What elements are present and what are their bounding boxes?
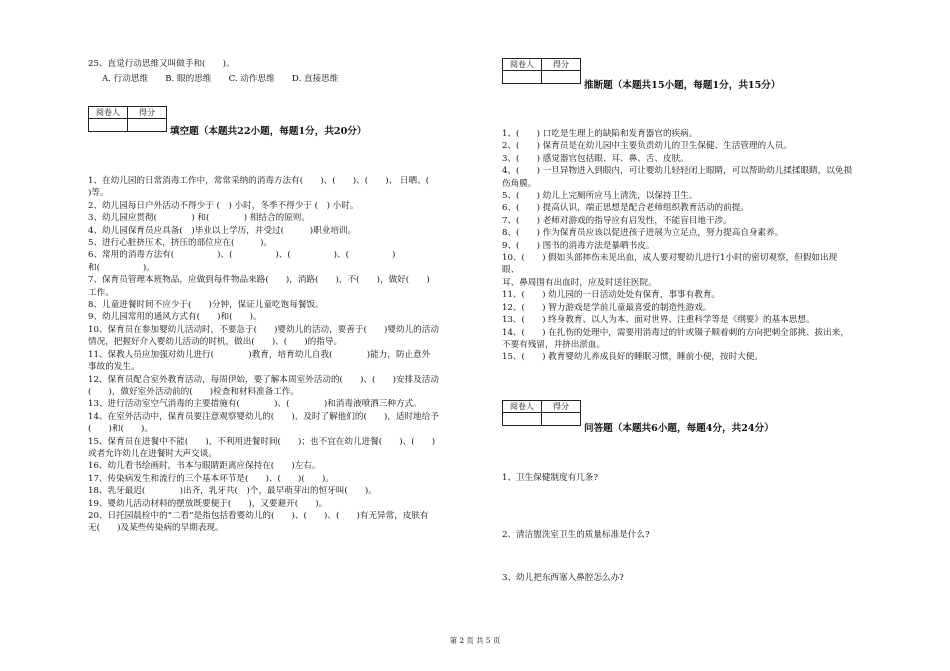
grader-label: 阅卷人 — [89, 107, 128, 119]
line: 14、在室外活动中，保育员要注意观察婴幼儿的( )，及时了解他们的( )，适时地给予 — [88, 411, 439, 422]
fill-in-section-title: 填空题（本题共22小题，每题1分，共20分） — [170, 126, 367, 137]
line: 11、保教人员应加强对幼儿进行( )教育，培育幼儿自我( )能力，防止意外 — [88, 349, 431, 360]
line: 20、日托园晨检中的“二看”是指包括看婴幼儿的( )、( )、( )有无异常，皮肤有 — [88, 510, 429, 521]
line: 17、传染病发生和流行的三个基本环节是( )、( )( )。 — [88, 473, 334, 484]
grader-label: 阅卷人 — [503, 401, 542, 413]
line: 6、( ) 提高认识，端正思想是配合老师组织教育活动的前提。 — [502, 203, 749, 214]
line: 2、( ) 保育员是在幼儿园中主要负责幼儿的卫生保健、生活管理的人员。 — [502, 141, 792, 152]
score-box — [88, 106, 167, 132]
score-cell — [542, 71, 581, 84]
line: 19、婴幼儿活动材料的摆放既要便于( )，又要避开( )。 — [88, 498, 328, 509]
line: 2、幼儿园每日户外活动不得少于 ( ) 小时，冬季不得少于 ( ) 小时。 — [88, 200, 359, 211]
line: 1、( ) 口吃是生理上的缺陷和发育器官的疾病。 — [502, 129, 698, 139]
line: 事故的发生。 — [88, 362, 140, 373]
qa-question-3: 3、幼儿把东西塞入鼻腔怎么办? — [502, 573, 624, 583]
line: 18、乳牙最迟( )出齐，乳牙共( )个，最早萌芽出的恒牙叫( )。 — [88, 486, 377, 497]
true-false-section-title: 推断题（本题共15小题，每题1分，共15分） — [584, 80, 781, 91]
score-label: 得分 — [128, 107, 167, 119]
qa-question-1: 1、卫生保健制度有几条? — [502, 473, 599, 483]
line: 情况，把握好介入婴幼儿活动的时机，做出( )、( )的指导。 — [88, 337, 343, 348]
line: 无( )及某些传染病的早期表现。 — [88, 523, 224, 534]
line: 6、常用的消毒方法有( )、( )、( )、( ) — [88, 250, 396, 261]
line: 4、( ) 一旦异物进入到眼内，可让婴幼儿轻轻闭上眼睛，可以帮助幼儿揉揉眼睛，以免损 — [502, 166, 853, 177]
score-label: 得分 — [542, 401, 581, 413]
line: 15、( ) 教育婴幼儿养成良好的睡眠习惯，睡前小便，按时大便。 — [502, 352, 763, 363]
line: 伤角膜。 — [502, 178, 537, 189]
qa-section-title: 问答题（本题共6小题，每题4分，共24分） — [584, 423, 774, 434]
line: 3、( ) 感觉器官包括眼、耳、鼻、舌、皮肤。 — [502, 153, 689, 164]
line: 不要有残留，并挤出淤血。 — [502, 339, 606, 350]
line: 13、进行活动室空气消毒的主要措施有( )、( )和消毒液喷洒三种方式。 — [88, 399, 422, 410]
line: 工作。 — [88, 287, 114, 298]
qa-question-2: 2、清洁盥洗室卫生的质量标准是什么? — [502, 530, 650, 540]
score-cell — [128, 119, 167, 132]
line: 7、保育员管理本班物品，应做到每件物品来路( )，消路( )，不( )，做好( ) — [88, 275, 430, 286]
line: 5、( ) 幼儿上完厕所应马上清洗，以保持卫生。 — [502, 191, 698, 202]
line: 或者允许幼儿在进餐时大声交谈。 — [88, 448, 217, 459]
line: 5、进行心脏挤压术，挤压的部位应在( )。 — [88, 238, 273, 249]
line: 16、幼儿看书绘画时，书本与眼睛距离应保持在( )左右。 — [88, 461, 321, 472]
line: 10、( ) 假如头部摔伤未见出血，成人要对婴幼儿进行1小时的密切观察，但假如出现眼、 — [502, 253, 838, 276]
grader-cell — [503, 71, 542, 84]
line: 9、( ) 图书的消毒方法是暴晒书皮。 — [502, 240, 655, 251]
grader-cell — [89, 119, 128, 132]
line: 耳、鼻周围有出血时，应及时送往医院。 — [502, 277, 657, 288]
line: 4、幼儿园保育员应具备( )毕业以上学历，并受过( )职业培训。 — [88, 225, 357, 236]
line: 8、儿童进餐时间不应少于( )分钟，保证儿童吃饱每餐饭。 — [88, 300, 324, 311]
question-25-options: A. 行动思维 B. 眼的思维 C. 动作思维 D. 直接思维 — [102, 74, 339, 84]
line: 7、( ) 老师对游戏的指导应有启发性，不能盲目地干涉。 — [502, 215, 732, 226]
line: 12、( ) 智力游戏是学前儿童最喜爱的制造性游戏。 — [502, 302, 712, 313]
line: )等。 — [88, 188, 109, 199]
grader-cell — [503, 413, 542, 426]
line: 3、幼儿园应贯彻( ) 和( ) 相结合的原则。 — [88, 213, 310, 224]
line: 11、( ) 幼儿园的一日活动处处有保育，事事有教育。 — [502, 290, 721, 301]
line: ( )，做好室外活动前的( )检查和材料准备工作。 — [88, 386, 300, 397]
line: 1、在幼儿园的日常消毒工作中，常常采纳的消毒方法有( )、( )、( )、 日晒、( — [88, 176, 430, 186]
fill-in-questions — [88, 175, 488, 535]
line: 和( )。 — [88, 262, 155, 273]
score-box — [502, 58, 581, 84]
line: 9、幼儿园常用的通风方式有( )和( )。 — [88, 312, 262, 323]
page-number: 第 2 页 共 5 页 — [449, 636, 501, 645]
line: 12、保育员配合室外教育活动，每周伊始，要了解本周室外活动的( )、( )安排及活动 — [88, 374, 439, 385]
line: 10、保育员在参加婴幼儿活动时，不要急于( )婴幼儿的活动，要善于( )婴幼儿的活动 — [88, 324, 439, 335]
true-false-questions — [502, 128, 854, 364]
score-box — [502, 400, 581, 426]
line: 13、( ) 终身教育、以人为本、面对世界、注重科学等是《纲要》的基本思想。 — [502, 315, 815, 326]
score-cell — [542, 413, 581, 426]
question-25: 25、直觉行动思维又叫做手和( )。 — [88, 59, 235, 69]
line: 8、( ) 作为保育员应该以促进孩子进展为立足点，努力提高自身素养。 — [502, 228, 784, 239]
line: 14、( ) 在扎伤的处理中，需要用消毒过的针或镊子顺着刺的方向把刺全部挑、拔出来， — [502, 327, 849, 338]
grader-label: 阅卷人 — [503, 59, 542, 71]
line: ( )和( )。 — [88, 424, 153, 435]
score-label: 得分 — [542, 59, 581, 71]
line: 15、保育员在进餐中不能( )，不利用进餐时间( )；也不宜在幼儿进餐( )、( ) — [88, 436, 436, 447]
